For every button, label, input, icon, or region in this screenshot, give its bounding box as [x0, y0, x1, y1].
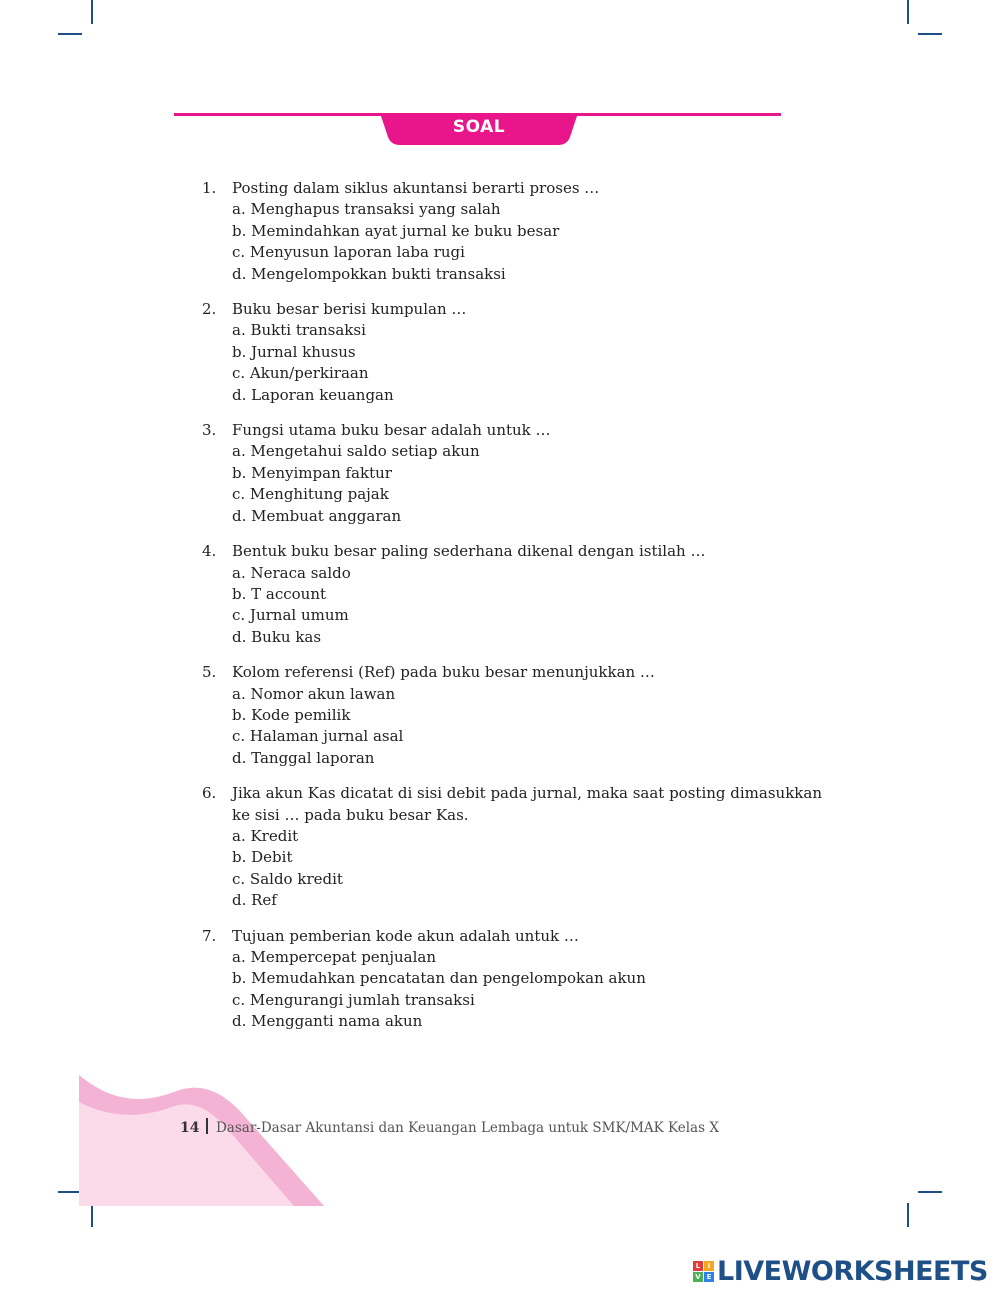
- answer-option[interactable]: b. Memindahkan ayat jurnal ke buku besar: [232, 221, 560, 240]
- answer-option[interactable]: b. Memudahkan pencatatan dan pengelompokan akun: [232, 969, 646, 988]
- question-text: Tujuan pemberian kode akun adalah untuk …: [232, 926, 579, 945]
- answer-option[interactable]: d. Laporan keuangan: [232, 385, 394, 404]
- question-3: [202, 420, 842, 527]
- answer-option[interactable]: c. Mengurangi jumlah transaksi: [232, 990, 475, 1009]
- answer-option[interactable]: b. Debit: [232, 848, 293, 867]
- answer-option[interactable]: b. Menyimpan faktur: [232, 463, 392, 482]
- question-text: Jika akun Kas dicatat di sisi debit pada jurnal, maka saat posting dimasukkan ke sisi … pada buku besar Kas.: [232, 784, 822, 824]
- page-number: 14: [180, 1120, 200, 1136]
- question-6: [202, 783, 842, 911]
- question-1: [202, 178, 842, 285]
- section-title: SOAL: [452, 117, 506, 137]
- answer-option[interactable]: a. Mengetahui saldo setiap akun: [232, 442, 480, 461]
- crop-mark: [91, 0, 93, 24]
- answer-option[interactable]: c. Halaman jurnal asal: [232, 727, 404, 746]
- answer-option[interactable]: b. Jurnal khusus: [232, 342, 356, 361]
- question-4: [202, 541, 842, 648]
- question-number: 1.: [202, 179, 217, 197]
- book-title: Dasar-Dasar Akuntansi dan Keuangan Lembaga untuk SMK/MAK Kelas X: [215, 1120, 719, 1136]
- crop-mark: [58, 33, 82, 35]
- question-number: 5.: [202, 663, 217, 682]
- answer-option[interactable]: b. T account: [232, 584, 327, 603]
- decorative-wave: [79, 1070, 324, 1206]
- answer-option[interactable]: a. Nomor akun lawan: [232, 684, 396, 703]
- crop-mark: [918, 33, 942, 35]
- question-number: 2.: [202, 300, 217, 319]
- answer-option[interactable]: d. Mengganti nama akun: [232, 1012, 423, 1031]
- question-number: 3.: [202, 421, 217, 440]
- crop-mark: [91, 1203, 93, 1227]
- question-number: 7.: [202, 926, 217, 945]
- logo-mark-icon: L I V E: [693, 1261, 714, 1282]
- brand-name: LIVEWORKSHEETS: [717, 1255, 988, 1287]
- question-number: 4.: [202, 542, 217, 561]
- question-5: [202, 662, 842, 769]
- liveworksheets-logo[interactable]: [693, 1254, 988, 1288]
- answer-option[interactable]: d. Ref: [232, 891, 277, 910]
- answer-option[interactable]: c. Akun/perkiraan: [232, 364, 369, 383]
- answer-option[interactable]: a. Menghapus transaksi yang salah: [232, 200, 501, 219]
- answer-option[interactable]: d. Membuat anggaran: [232, 506, 402, 525]
- crop-mark: [907, 1203, 909, 1227]
- answer-option[interactable]: c. Jurnal umum: [232, 606, 349, 625]
- answer-option[interactable]: d. Mengelompokkan bukti transaksi: [232, 264, 506, 283]
- answer-option[interactable]: b. Kode pemilik: [232, 705, 351, 724]
- question-text: Bentuk buku besar paling sederhana dikenal dengan istilah …: [232, 542, 706, 561]
- question-7: [202, 926, 842, 1033]
- answer-option[interactable]: d. Buku kas: [232, 627, 322, 646]
- footer-divider: [206, 1118, 208, 1134]
- question-text: Posting dalam siklus akuntansi berarti proses …: [232, 179, 600, 197]
- answer-option[interactable]: d. Tanggal laporan: [232, 748, 375, 767]
- answer-option[interactable]: c. Saldo kredit: [232, 869, 343, 888]
- question-number: 6.: [202, 784, 217, 803]
- answer-option[interactable]: a. Mempercepat penjualan: [232, 948, 437, 966]
- answer-option[interactable]: a. Neraca saldo: [232, 563, 351, 582]
- question-2: [202, 299, 842, 406]
- answer-option[interactable]: a. Kredit: [232, 826, 299, 845]
- section-tab: [380, 113, 578, 145]
- crop-mark: [907, 0, 909, 24]
- question-text: Fungsi utama buku besar adalah untuk …: [232, 421, 551, 440]
- answer-option[interactable]: a. Bukti transaksi: [232, 321, 366, 340]
- answer-option[interactable]: c. Menyusun laporan laba rugi: [232, 243, 465, 262]
- question-list: [202, 178, 842, 1047]
- answer-option[interactable]: c. Menghitung pajak: [232, 485, 389, 504]
- question-text: Kolom referensi (Ref) pada buku besar menunjukkan …: [232, 663, 655, 682]
- question-text: Buku besar berisi kumpulan …: [232, 300, 467, 319]
- page-footer: [180, 1118, 719, 1136]
- crop-mark: [918, 1191, 942, 1193]
